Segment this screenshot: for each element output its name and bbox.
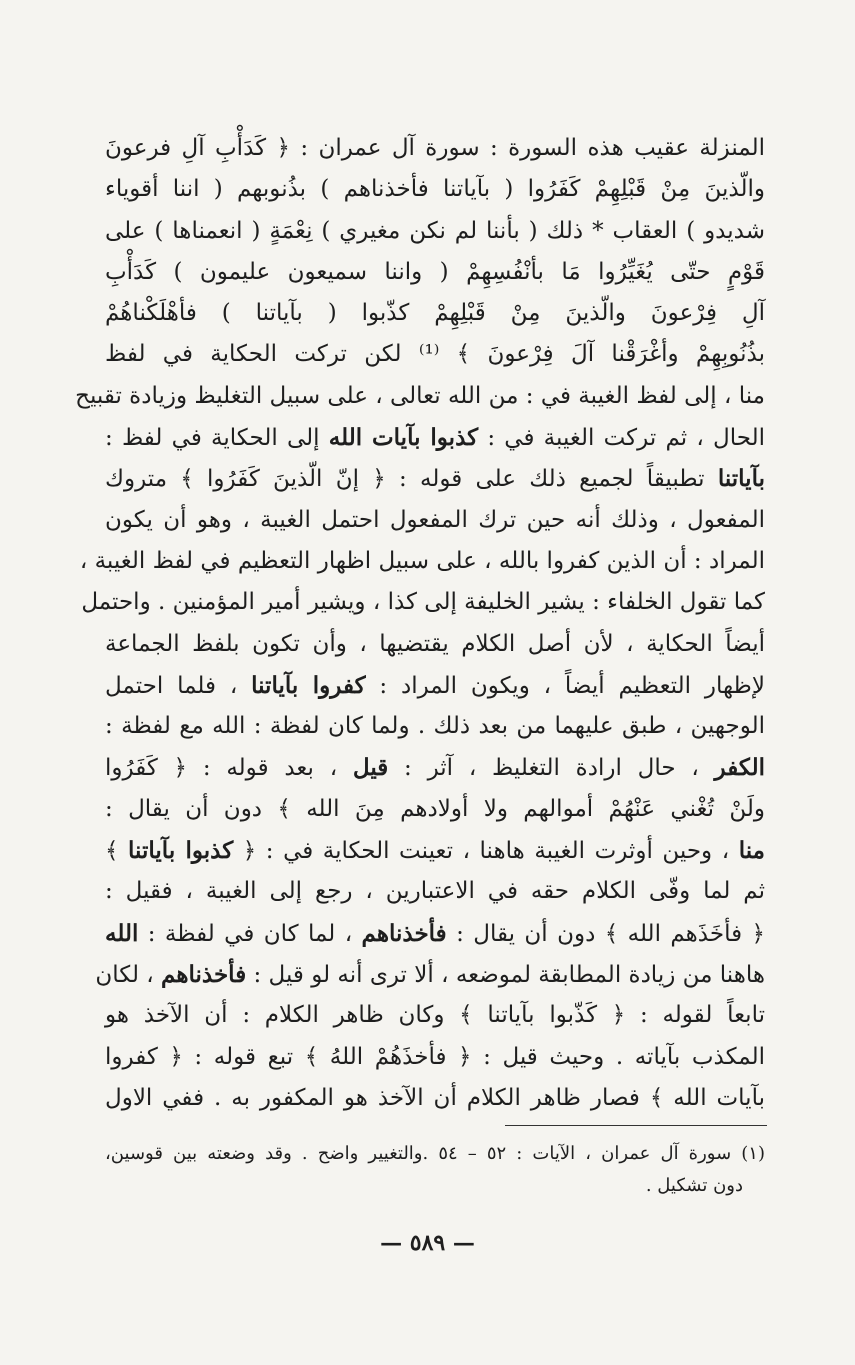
text-line bbox=[81, 582, 765, 623]
text-line bbox=[105, 293, 765, 334]
text-run: تابعاً لقوله : ﴿ كَذّبوا بآياتنا ﴾ وكان ظاهر الكلام : أن الآخذ هو bbox=[105, 1002, 765, 1029]
footnote-line-2: دون تشكيل . bbox=[645, 1175, 743, 1196]
text-run: ثم لما وفّى الكلام حقه في الاعتبارين ، رجع إلى الغيبة ، فقيل : bbox=[105, 878, 765, 905]
text-run: أيضاً الحكاية ، لأن أصل الكلام يقتضيها ، وأن تكون بلفظ الجماعة bbox=[105, 630, 765, 657]
text-line bbox=[75, 376, 765, 417]
text-line bbox=[105, 830, 765, 871]
text-line bbox=[105, 128, 765, 169]
text-line bbox=[105, 417, 765, 458]
text-run: المفعول ، وذلك أنه حين ترك المفعول احتمل الغيبة ، وهو أن يكون bbox=[105, 506, 765, 533]
footnote-line-1: (١) سورة آل عمران ، الآيات : ٥٢ – ٥٤ .والتغيير واضح . وقد وضعته بين قوسين، bbox=[105, 1143, 765, 1164]
text-line bbox=[105, 334, 765, 375]
text-run: ، لما كان في لفظة : bbox=[138, 920, 362, 947]
text-run: ، وحين أوثرت الغيبة هاهنا ، تعينت الحكاية في : ﴿ bbox=[233, 838, 739, 865]
text-line bbox=[95, 954, 765, 995]
footnote-divider bbox=[505, 1125, 767, 1126]
text-run: بآيات الله ﴾ فصار ظاهر الكلام أن الآخذ هو المكفور به . ففي الاول bbox=[105, 1084, 765, 1111]
text-run: ، بعد قوله : ﴿ كَفَرُوا bbox=[105, 755, 353, 782]
text-run: منا ، إلى لفظ الغيبة في : من الله تعالى ، على سبيل التغليظ وزيادة تقبيح bbox=[75, 382, 765, 409]
text-run: والّذينَ مِنْ قَبْلِهِمْ كَفَرُوا ( بآياتنا فأخذناهم ) بذُنوبهم ( اننا أقوياء bbox=[105, 176, 765, 203]
text-line bbox=[105, 1037, 765, 1078]
text-run: آلِ فِرْعونَ والّذينَ مِنْ قَبْلِهِمْ كذّبوا ( بآياتنا ) فأهْلَكْناهُمْ bbox=[105, 300, 765, 327]
text-run: هاهنا من زيادة المطابقة لموضعه ، ألا ترى أنه لو قيل : bbox=[246, 961, 765, 988]
bold-phrase: كذبوا بآيات الله bbox=[328, 424, 479, 452]
text-run: المكذب بآياته . وحيث قيل : ﴿ فأخذَهُمْ اللهُ ﴾ تبع قوله : ﴿ كفروا bbox=[105, 1043, 765, 1070]
text-line bbox=[105, 995, 765, 1036]
bold-phrase: كفروا بآياتنا bbox=[251, 671, 366, 699]
bold-phrase: منا bbox=[738, 837, 765, 865]
main-text-block bbox=[75, 128, 765, 1119]
text-line bbox=[105, 624, 765, 665]
page-number: — ٥٨٩ — bbox=[380, 1230, 475, 1256]
text-run: المنزلة عقيب هذه السورة : سورة آل عمران : ﴿ كَدَأْبِ آلِ فرعونَ bbox=[105, 135, 765, 161]
bold-phrase: بآياتنا bbox=[717, 465, 765, 493]
text-line bbox=[105, 458, 765, 499]
text-run: ، فلما احتمل bbox=[105, 672, 252, 699]
text-run: لإظهار التعظيم أيضاً ، ويكون المراد : bbox=[365, 672, 765, 699]
text-run: الوجهين ، طبق عليهما من بعد ذلك . ولما كان لفظة : الله مع لفظة : bbox=[105, 713, 765, 740]
text-line bbox=[105, 706, 765, 747]
text-run: ، حال ارادة التغليظ ، آثر : bbox=[388, 755, 715, 782]
text-run: قَوْمٍ حتّى يُغَيِّرُوا مَا بأنْفُسِهِمْ ( واننا سميعون عليمون ) كَدَأْبِ bbox=[105, 258, 765, 285]
text-run: ، لكان bbox=[95, 961, 162, 988]
bold-phrase: الله bbox=[105, 919, 139, 947]
text-line bbox=[105, 789, 765, 830]
text-run: شديدو ) العقاب * ذلك ( بأننا لم نكن مغيري ) نِعْمَةٍ ( انعمناها ) على bbox=[105, 217, 765, 244]
footnote-block bbox=[105, 1138, 765, 1202]
text-line bbox=[105, 169, 765, 210]
text-line bbox=[105, 747, 765, 788]
text-line bbox=[105, 211, 765, 252]
text-line bbox=[105, 913, 765, 954]
text-line bbox=[105, 871, 765, 912]
bold-phrase: كذبوا بآياتنا bbox=[128, 837, 234, 865]
text-run: تطبيقاً لجميع ذلك على قوله : ﴿ إنّ الّذينَ كَفَرُوا ﴾ متروك bbox=[105, 466, 718, 493]
bold-phrase: فأخذناهم bbox=[361, 919, 447, 947]
text-run: الحال ، ثم تركت الغيبة في : bbox=[478, 425, 765, 452]
text-line bbox=[105, 252, 765, 293]
text-line bbox=[105, 1078, 765, 1119]
text-line bbox=[79, 541, 765, 582]
text-run: المراد : أن الذين كفروا بالله ، على سبيل اظهار التعظيم في لفظ الغيبة ، bbox=[79, 547, 765, 574]
text-run: ولَنْ تُغْني عَنْهُمْ أموالهم ولا أولادهم مِنَ الله ﴾ دون أن يقال : bbox=[105, 795, 765, 822]
bold-phrase: الكفر bbox=[714, 754, 765, 782]
text-run: إلى الحكاية في لفظ : bbox=[105, 425, 329, 452]
text-line bbox=[105, 500, 765, 541]
text-run: كما تقول الخلفاء : يشير الخليفة إلى كذا ، ويشير أمير المؤمنين . واحتمل bbox=[81, 589, 765, 616]
text-run: بذُنُوبِهِمْ وأغْرَقْنا آلَ فِرْعونَ ﴾ ⁽¹⁾ لكن تركت الحكاية في لفظ bbox=[105, 341, 765, 368]
text-run: ﴾ bbox=[105, 838, 129, 865]
text-run: ﴿ فأخَذَهم الله ﴾ دون أن يقال : bbox=[446, 920, 765, 947]
text-line bbox=[105, 665, 765, 706]
bold-phrase: فأخذناهم bbox=[161, 960, 247, 988]
bold-phrase: قيل bbox=[352, 754, 389, 782]
